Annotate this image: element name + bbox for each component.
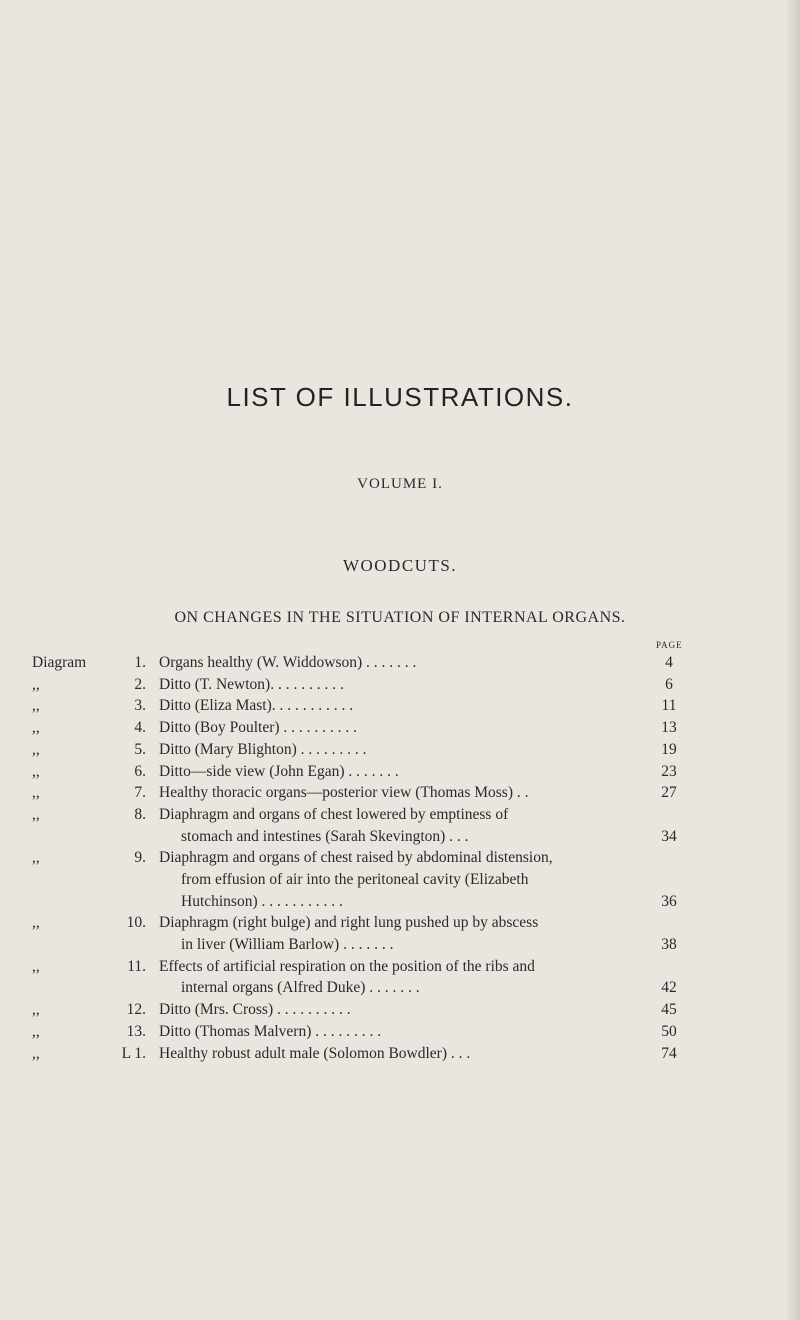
diagram-description: Ditto—side view (John Egan) . . . . . . . [159,762,399,780]
page-number: 6 [665,675,673,693]
diagram-description: in liver (William Barlow) . . . . . . . [181,936,394,954]
diagram-number: 5. [134,740,146,758]
diagram-description: stomach and intestines (Sarah Skevington) . . . [181,827,469,845]
diagram-description: Ditto (Boy Poulter) . . . . . . . . . . [159,719,358,737]
diagram-description: Healthy robust adult male (Solomon Bowdler) . . . [159,1044,471,1062]
illustration-entry [0,719,800,741]
page-column-label: PAGE [656,640,683,650]
page-number: 50 [661,1022,677,1040]
illustration-entry [0,676,800,698]
illustration-entry [0,697,800,719]
page-number: 34 [661,827,677,845]
diagram-number: 13. [126,1022,146,1040]
diagram-prefix: ,, [32,805,40,823]
page-number: 42 [661,979,677,997]
page-number: 13 [661,719,677,737]
illustration-entry [0,1045,800,1067]
diagram-number: 7. [134,784,146,802]
diagram-number: 8. [134,805,146,823]
diagram-number: 9. [134,849,146,867]
diagram-description: Healthy thoracic organs—posterior view (Thomas Moss) . . [159,784,529,802]
diagram-prefix: ,, [32,784,40,802]
diagram-description: Ditto (Eliza Mast). . . . . . . . . . . [159,697,354,715]
illustration-entry [0,784,800,806]
diagram-prefix: ,, [32,762,40,780]
illustration-entry [0,763,800,785]
page-number: 11 [661,697,677,715]
diagram-prefix: ,, [32,957,40,975]
diagram-prefix: ,, [32,1001,40,1019]
section-heading: ON CHANGES IN THE SITUATION OF INTERNAL ORGANS. [174,609,626,626]
diagram-description: Diaphragm (right bulge) and right lung pushed up by abscess [159,914,539,932]
diagram-number: 3. [134,697,146,715]
diagram-prefix: ,, [32,719,40,737]
illustration-entry [0,741,800,763]
diagram-prefix: ,, [32,740,40,758]
page-number: 4 [665,654,673,671]
diagram-description: Ditto (T. Newton). . . . . . . . . . [159,675,344,693]
page-number: 23 [661,762,677,780]
page-number: 45 [661,1001,677,1019]
diagram-description: Effects of artificial respiration on the position of the ribs and [159,957,535,975]
page-number: 74 [661,1044,677,1062]
diagram-number: 11. [127,957,146,975]
illustration-entry [0,1001,800,1023]
illustration-entry [0,654,800,676]
diagram-description: Ditto (Thomas Malvern) . . . . . . . . . [159,1022,382,1040]
illustration-entry [0,806,800,849]
page-number: 36 [661,892,677,910]
illustration-entry [0,958,800,1001]
diagram-prefix: ,, [32,697,40,715]
diagram-number: 4. [134,719,146,737]
diagram-description: Diaphragm and organs of chest raised by abdominal distension, [159,849,553,867]
diagram-description: Diaphragm and organs of chest lowered by emptiness of [159,805,509,823]
diagram-number: 1. [134,654,146,671]
diagram-prefix: ,, [32,914,40,932]
diagram-number: 6. [134,762,146,780]
diagram-prefix: Diagram [32,654,87,671]
diagram-description: Organs healthy (W. Widdowson) . . . . . . . [159,654,417,671]
woodcuts-heading: WOODCUTS. [342,556,458,575]
page-number: 38 [661,936,677,954]
page-title: LIST OF ILLUSTRATIONS. [226,382,574,412]
diagram-number: 12. [126,1001,146,1019]
page-number: 27 [661,784,677,802]
illustration-entry [0,849,800,914]
volume-heading: VOLUME I. [357,476,443,492]
diagram-description: Ditto (Mary Blighton) . . . . . . . . . [159,740,367,758]
diagram-description: Ditto (Mrs. Cross) . . . . . . . . . . [159,1001,351,1019]
diagram-prefix: ,, [32,849,40,867]
diagram-prefix: ,, [32,1044,40,1062]
diagram-description: Hutchinson) . . . . . . . . . . . [181,892,343,910]
diagram-prefix: ,, [32,1022,40,1040]
illustration-entry [0,914,800,957]
diagram-prefix: ,, [32,675,40,693]
diagram-number: 10. [126,914,146,932]
illustration-entry [0,1023,800,1045]
page-number: 19 [661,740,677,758]
diagram-description: from effusion of air into the peritoneal cavity (Elizabeth [181,870,529,888]
diagram-number: 2. [134,675,146,693]
diagram-number: L 1. [121,1044,146,1062]
diagram-description: internal organs (Alfred Duke) . . . . . . . [181,979,420,997]
